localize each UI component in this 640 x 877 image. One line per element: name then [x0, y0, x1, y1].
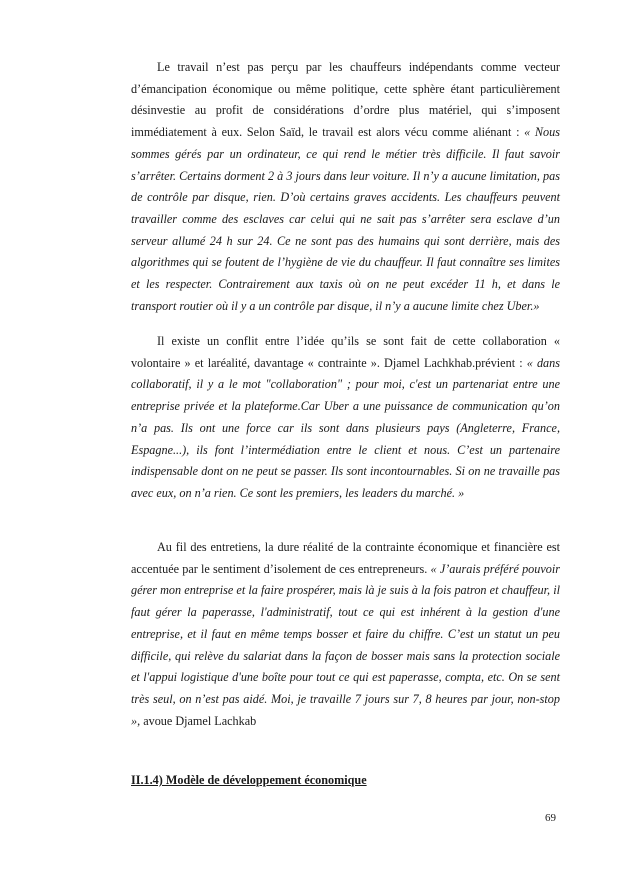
- paragraph-3-text: Au fil des entretiens, la dure réalité de la contrainte économique et financière est accentuée par le sentiment d’isolement de ces entrepreneurs.: [131, 540, 560, 576]
- section-heading: II.1.4) Modèle de développement économique: [131, 773, 367, 787]
- paragraph-2-quote: « dans collaboratif, il y a le mot "collaboration" ; pour moi, c'est un partenariat entre une entreprise privée et la plateforme.Car Uber a une puissance de communication qu’on n’a pas. Ils ont une force car ils sont dans plusieurs pays (Angleterre, France, Espagne...), ils font l’intermédiation entre le client et nous. C’est un partenaire indispensable dont on ne peut se passer. Ils sont incontournables. Si on ne travaille pas avec eux, on n’a rien. Ce sont les premiers, les leaders du marché. »: [131, 355, 560, 500]
- paragraph-1-quote: « Nous sommes gérés par un ordinateur, ce qui rend le métier très difficile. Il faut savoir s’arrêter. Certains dorment 2 à 3 jours dans leur voiture. Il n’y a aucune limitation, pas de contrôle par disque, rien. D’où certains graves accidents. Les chauffeurs peuvent travailler comme des esclaves car celui qui ne sait pas s’arrêter sera esclave d’un serveur allumé 24 h sur 24. Ce ne sont pas des humains qui sont derrière, mais des algorithmes qui se foutent de l’hygiène de vie du chauffeur. Il faut connaître ses limites et les respecter. Contrairement aux taxis où on ne peut excéder 11 h, et dans le transport routier où il y a un contrôle par disque, il n’y a aucune limite chez Uber.»: [131, 125, 560, 313]
- paragraph-1-text: Le travail n’est pas perçu par les chauffeurs indépendants comme vecteur d’émancipation économique ou même politique, cette sphère étant particulièrement désinvestie au profit de considérations d’ordre plus matériel, qui s’imposent immédiatement à eux. Selon Saïd, le travail est alors vécu comme aliénant :: [131, 60, 560, 140]
- paragraph-3-quote: « J’aurais préféré pouvoir gérer mon entreprise et la faire prospérer, mais là je suis à la fois patron et chauffeur, il faut gérer la paperasse, l'administratif, tout ce qui est inhérent à la gestion d'une entreprise, et il faut en même temps bosser et faire du chiffre. C’est un statut un peu difficile, qui relève du salariat dans la façon de bosser mais sans la protection sociale et l'appui logistique d'une boîte pour tout ce qui est paperasse, compta, etc. On se sent très seul, on n’est pas aidé. Moi, je travaille 7 jours sur 7, 8 heures par jour, non-stop »: [131, 561, 560, 728]
- page-number: 69: [545, 812, 556, 824]
- paragraph-3: [131, 537, 560, 732]
- paragraph-2: [131, 331, 560, 505]
- paragraph-3-after: , avoue Djamel Lachkab: [137, 713, 257, 728]
- paragraph-2-text: Il existe un conflit entre l’idée qu’ils se sont fait de cette collaboration « volontaire » et laréalité, davantage « contrainte ». Djamel Lachkhab.prévient :: [131, 334, 560, 370]
- paragraph-1: [131, 57, 560, 317]
